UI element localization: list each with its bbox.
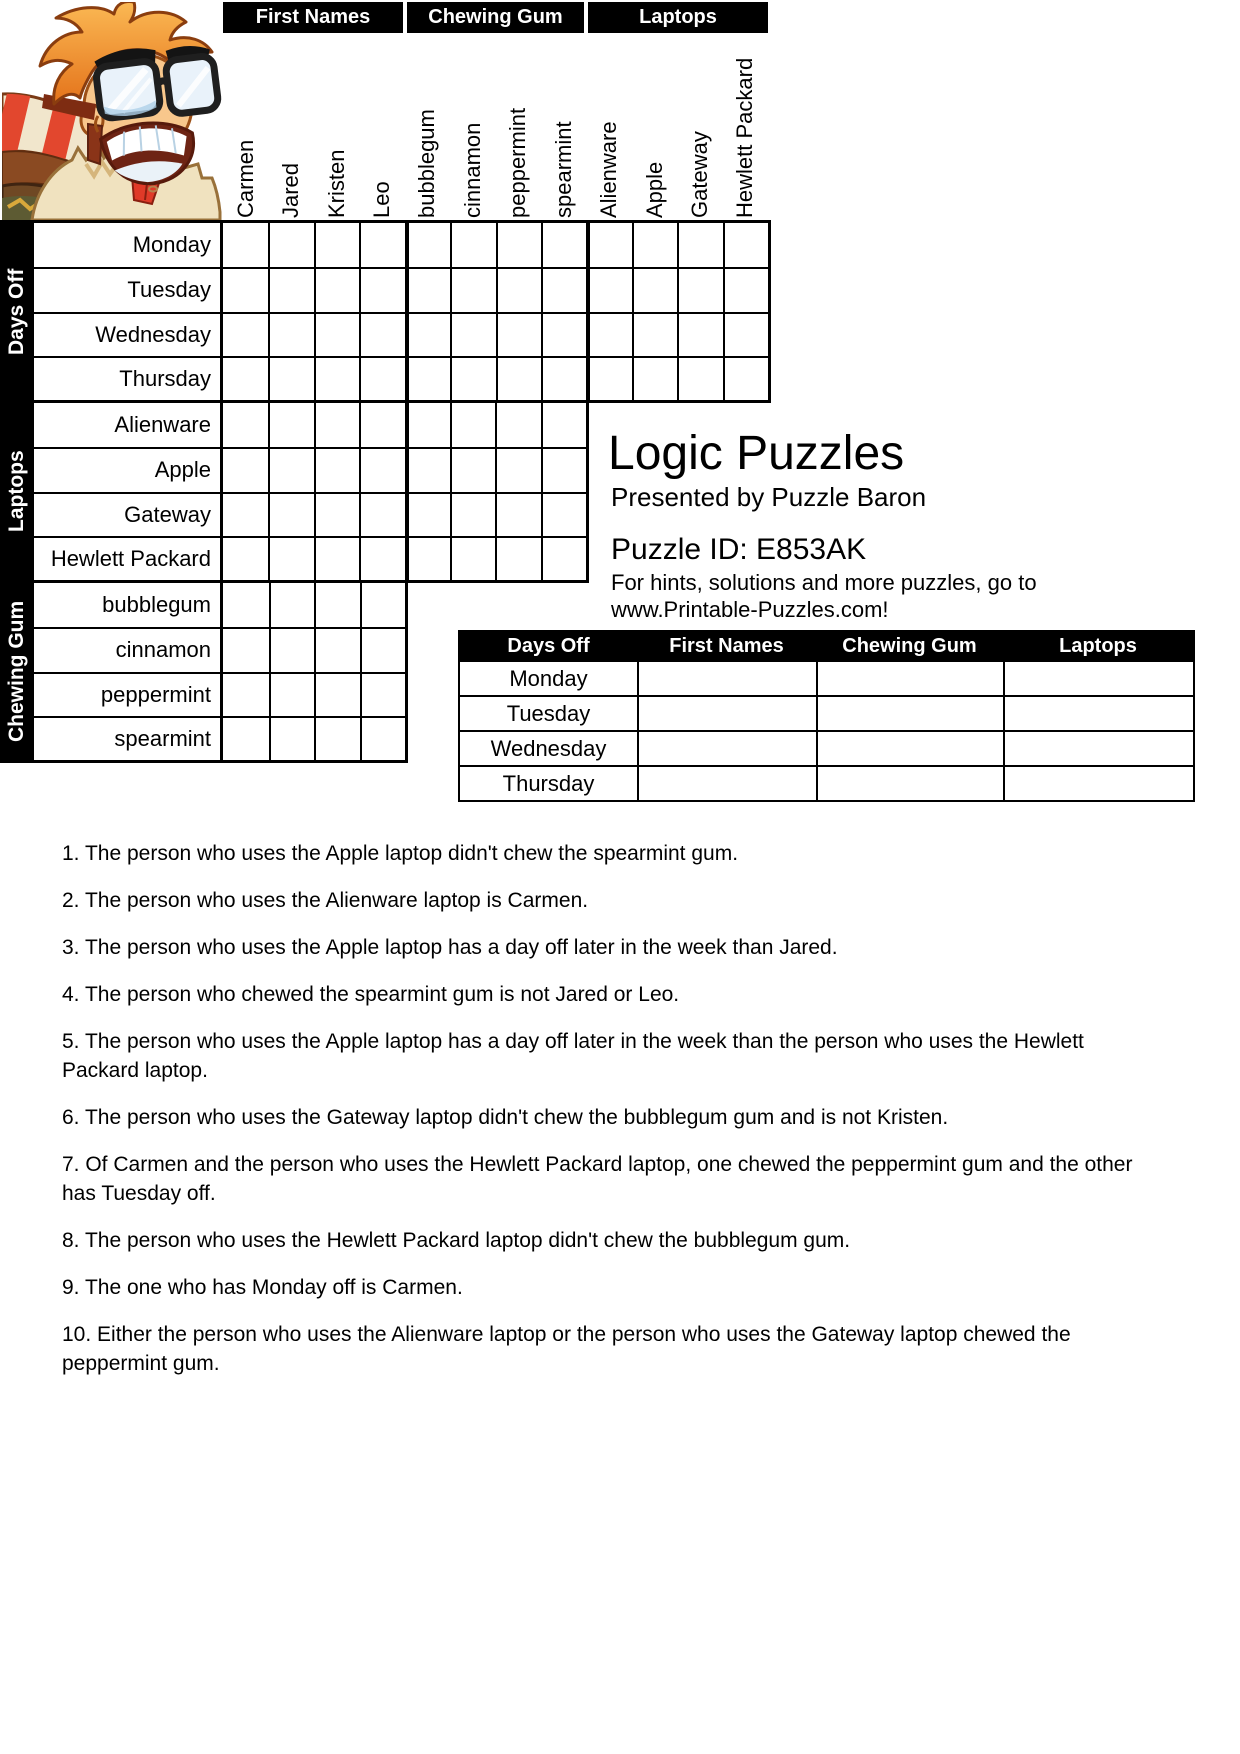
grid-cell[interactable] xyxy=(269,627,315,671)
hint-line-2: www.Printable-Puzzles.com! xyxy=(611,597,889,622)
column-label: Leo xyxy=(369,181,394,218)
grid-cell[interactable] xyxy=(314,267,359,311)
grid-cell[interactable] xyxy=(496,312,541,356)
grid-cell[interactable] xyxy=(405,312,450,356)
grid-cell[interactable] xyxy=(450,447,495,491)
grid-cell[interactable] xyxy=(450,223,495,267)
row-label: Hewlett Packard xyxy=(34,536,220,580)
answer-table xyxy=(458,630,1195,802)
grid-cell[interactable] xyxy=(269,672,315,716)
grid-cell[interactable] xyxy=(586,312,631,356)
grid-cell[interactable] xyxy=(405,492,450,536)
clue: 7. Of Carmen and the person who uses the Hewlett Packard laptop, one chewed the peppermint gum and the other has Tuesday off. xyxy=(62,1153,1133,1205)
grid-cell[interactable] xyxy=(450,267,495,311)
grid-cell[interactable] xyxy=(359,267,404,311)
row-label: Tuesday xyxy=(34,267,220,311)
row-label: Thursday xyxy=(34,356,220,400)
grid-cell[interactable] xyxy=(223,223,268,267)
answer-cell[interactable] xyxy=(637,695,816,730)
grid-cell[interactable] xyxy=(677,223,722,267)
answer-cell[interactable] xyxy=(816,730,1003,765)
grid-cell[interactable] xyxy=(314,312,359,356)
page-title: Logic Puzzles xyxy=(608,427,905,480)
column-label: cinnamon xyxy=(459,122,485,218)
grid-cell[interactable] xyxy=(359,223,404,267)
column-label: peppermint xyxy=(505,107,531,218)
column-label: Alienware xyxy=(596,121,621,218)
grid-cell[interactable] xyxy=(223,267,268,311)
clue: 8. The person who uses the Hewlett Packard laptop didn't chew the bubblegum gum. xyxy=(62,1229,851,1252)
grid-cell[interactable] xyxy=(359,403,404,447)
grid-cell[interactable] xyxy=(314,716,360,760)
grid-cell[interactable] xyxy=(314,223,359,267)
grid-cell[interactable] xyxy=(723,267,768,311)
row-label-block xyxy=(31,580,223,763)
grid-cell[interactable] xyxy=(450,536,495,580)
grid-cell[interactable] xyxy=(269,583,315,627)
grid-cell[interactable] xyxy=(223,716,269,760)
column-label: spearmint xyxy=(550,121,576,218)
grid-cell[interactable] xyxy=(405,223,450,267)
clue: 10. Either the person who uses the Alienware laptop or the person who uses the Gateway laptop chewed the peppermint gum. xyxy=(62,1323,1071,1375)
grid-cell[interactable] xyxy=(314,627,360,671)
grid-cell[interactable] xyxy=(677,356,722,400)
grid-cell[interactable] xyxy=(268,492,313,536)
grid-cell[interactable] xyxy=(359,536,404,580)
grid-cell[interactable] xyxy=(268,356,313,400)
answer-cell[interactable] xyxy=(816,765,1003,800)
grid-cell[interactable] xyxy=(632,356,677,400)
grid-cell[interactable] xyxy=(541,536,586,580)
grid-cell[interactable] xyxy=(450,312,495,356)
column-label: Apple xyxy=(641,161,667,218)
clue: 9. The one who has Monday off is Carmen. xyxy=(62,1276,463,1299)
hint-line-1: For hints, solutions and more puzzles, go to xyxy=(611,570,1037,595)
grid-cell[interactable] xyxy=(223,403,268,447)
puzzle-id: Puzzle ID: E853AK xyxy=(611,533,867,566)
column-label: Carmen xyxy=(232,139,258,218)
row-group-label: Days Off xyxy=(5,268,28,355)
grid-cell[interactable] xyxy=(268,536,313,580)
grid-cell[interactable] xyxy=(314,672,360,716)
grid-cell[interactable] xyxy=(541,267,586,311)
answer-day-label: Monday xyxy=(460,660,637,695)
grid-cell[interactable] xyxy=(495,536,540,580)
grid-cell[interactable] xyxy=(359,492,404,536)
answer-cell[interactable] xyxy=(1003,765,1193,800)
grid-cell[interactable] xyxy=(360,716,406,760)
grid-cell[interactable] xyxy=(405,267,450,311)
grid-cell[interactable] xyxy=(450,356,495,400)
row-label-block xyxy=(31,220,223,403)
grid-cell[interactable] xyxy=(360,583,406,627)
column-label: Kristen xyxy=(323,149,349,218)
grid-cell[interactable] xyxy=(223,583,269,627)
grid-cell[interactable] xyxy=(677,312,722,356)
grid-cell[interactable] xyxy=(223,312,268,356)
page-subtitle: Presented by Puzzle Baron xyxy=(611,482,927,512)
grid-cell[interactable] xyxy=(723,312,768,356)
grid-cell[interactable] xyxy=(223,447,268,491)
answer-cell[interactable] xyxy=(1003,660,1193,695)
grid-cell[interactable] xyxy=(268,223,313,267)
grid-cell[interactable] xyxy=(359,312,404,356)
grid-cell[interactable] xyxy=(314,356,359,400)
grid-cell[interactable] xyxy=(314,447,359,491)
grid-cell[interactable] xyxy=(541,447,586,491)
column-label: Hewlett Packard xyxy=(732,57,758,218)
grid-cell[interactable] xyxy=(541,223,586,267)
answer-cell[interactable] xyxy=(1003,695,1193,730)
row-label: peppermint xyxy=(34,672,220,716)
grid-cell[interactable] xyxy=(541,403,586,447)
grid-cell[interactable] xyxy=(405,403,450,447)
grid-cell[interactable] xyxy=(586,223,631,267)
grid-cell[interactable] xyxy=(269,716,315,760)
answer-header-cell: Days Off xyxy=(460,632,637,660)
grid-cell[interactable] xyxy=(632,267,677,311)
grid-cell[interactable] xyxy=(223,356,268,400)
grid-cell[interactable] xyxy=(495,492,540,536)
clue: 5. The person who uses the Apple laptop has a day off later in the week than the person who uses the Hewlett Packard laptop. xyxy=(62,1030,1084,1082)
column-label: Jared xyxy=(278,162,304,218)
grid-cell[interactable] xyxy=(632,312,677,356)
grid-cell[interactable] xyxy=(268,447,313,491)
grid-cell-block xyxy=(220,220,771,403)
grid-cell[interactable] xyxy=(541,312,586,356)
grid-cell[interactable] xyxy=(360,627,406,671)
row-label: spearmint xyxy=(34,716,220,760)
grid-cell[interactable] xyxy=(495,403,540,447)
column-label: bubblegum xyxy=(414,109,440,218)
column-label: Gateway xyxy=(686,131,712,218)
answer-day-label: Wednesday xyxy=(460,730,637,765)
grid-cell[interactable] xyxy=(223,672,269,716)
grid-cell[interactable] xyxy=(586,356,631,400)
grid-cell[interactable] xyxy=(268,267,313,311)
clue: 6. The person who uses the Gateway laptop didn't chew the bubblegum gum and is not Kristen. xyxy=(62,1106,949,1129)
grid-cell[interactable] xyxy=(314,536,359,580)
answer-day-label: Thursday xyxy=(460,765,637,800)
grid-cell[interactable] xyxy=(405,536,450,580)
column-group-header: First Names xyxy=(223,2,403,33)
clue-list xyxy=(62,839,1164,1396)
grid-cell[interactable] xyxy=(223,536,268,580)
row-label: bubblegum xyxy=(102,592,211,618)
answer-header-cell: Chewing Gum xyxy=(816,632,1003,660)
row-label: Apple xyxy=(34,447,220,491)
grid-cell[interactable] xyxy=(359,356,404,400)
grid-cell[interactable] xyxy=(360,672,406,716)
row-label: Gateway xyxy=(34,492,220,536)
answer-day-label: Tuesday xyxy=(460,695,637,730)
grid-cell[interactable] xyxy=(496,356,541,400)
row-group-label: Chewing Gum xyxy=(5,600,28,743)
mascot-illustration xyxy=(2,2,222,220)
grid-cell[interactable] xyxy=(586,267,631,311)
hint-text xyxy=(611,569,1037,623)
answer-cell[interactable] xyxy=(637,765,816,800)
grid-cell[interactable] xyxy=(723,223,768,267)
grid-cell[interactable] xyxy=(496,223,541,267)
grid-cell-block xyxy=(220,400,589,583)
grid-cell[interactable] xyxy=(541,356,586,400)
answer-cell[interactable] xyxy=(816,695,1003,730)
grid-cell[interactable] xyxy=(677,267,722,311)
grid-cell[interactable] xyxy=(268,312,313,356)
answer-cell[interactable] xyxy=(816,660,1003,695)
row-label: Wednesday xyxy=(34,312,220,356)
row-label-block xyxy=(31,400,223,583)
grid-cell[interactable] xyxy=(723,356,768,400)
answer-cell[interactable] xyxy=(1003,730,1193,765)
row-label: Alienware xyxy=(114,412,211,438)
answer-cell[interactable] xyxy=(637,730,816,765)
grid-cell[interactable] xyxy=(495,447,540,491)
clue: 2. The person who uses the Alienware laptop is Carmen. xyxy=(62,889,589,912)
answer-header-cell: First Names xyxy=(637,632,816,660)
grid-cell[interactable] xyxy=(223,492,268,536)
grid-cell[interactable] xyxy=(314,492,359,536)
clue: 3. The person who uses the Apple laptop has a day off later in the week than Jared. xyxy=(62,936,838,959)
grid-cell[interactable] xyxy=(496,267,541,311)
row-label: Monday xyxy=(132,232,211,258)
grid-cell-block xyxy=(220,580,408,763)
grid-cell[interactable] xyxy=(405,447,450,491)
grid-cell[interactable] xyxy=(450,403,495,447)
grid-cell[interactable] xyxy=(450,492,495,536)
grid-cell[interactable] xyxy=(314,583,360,627)
column-group-header: Chewing Gum xyxy=(407,2,584,33)
grid-cell[interactable] xyxy=(405,356,450,400)
grid-cell[interactable] xyxy=(268,403,313,447)
answer-cell[interactable] xyxy=(637,660,816,695)
grid-cell[interactable] xyxy=(314,403,359,447)
grid-cell[interactable] xyxy=(632,223,677,267)
row-label: cinnamon xyxy=(34,627,220,671)
grid-cell[interactable] xyxy=(359,447,404,491)
clue: 4. The person who chewed the spearmint gum is not Jared or Leo. xyxy=(62,983,680,1006)
answer-header-cell: Laptops xyxy=(1003,632,1193,660)
grid-cell[interactable] xyxy=(223,627,269,671)
grid-cell[interactable] xyxy=(541,492,586,536)
column-group-header: Laptops xyxy=(588,2,768,33)
row-group-label: Laptops xyxy=(5,450,28,533)
clue: 1. The person who uses the Apple laptop didn't chew the spearmint gum. xyxy=(62,842,739,865)
